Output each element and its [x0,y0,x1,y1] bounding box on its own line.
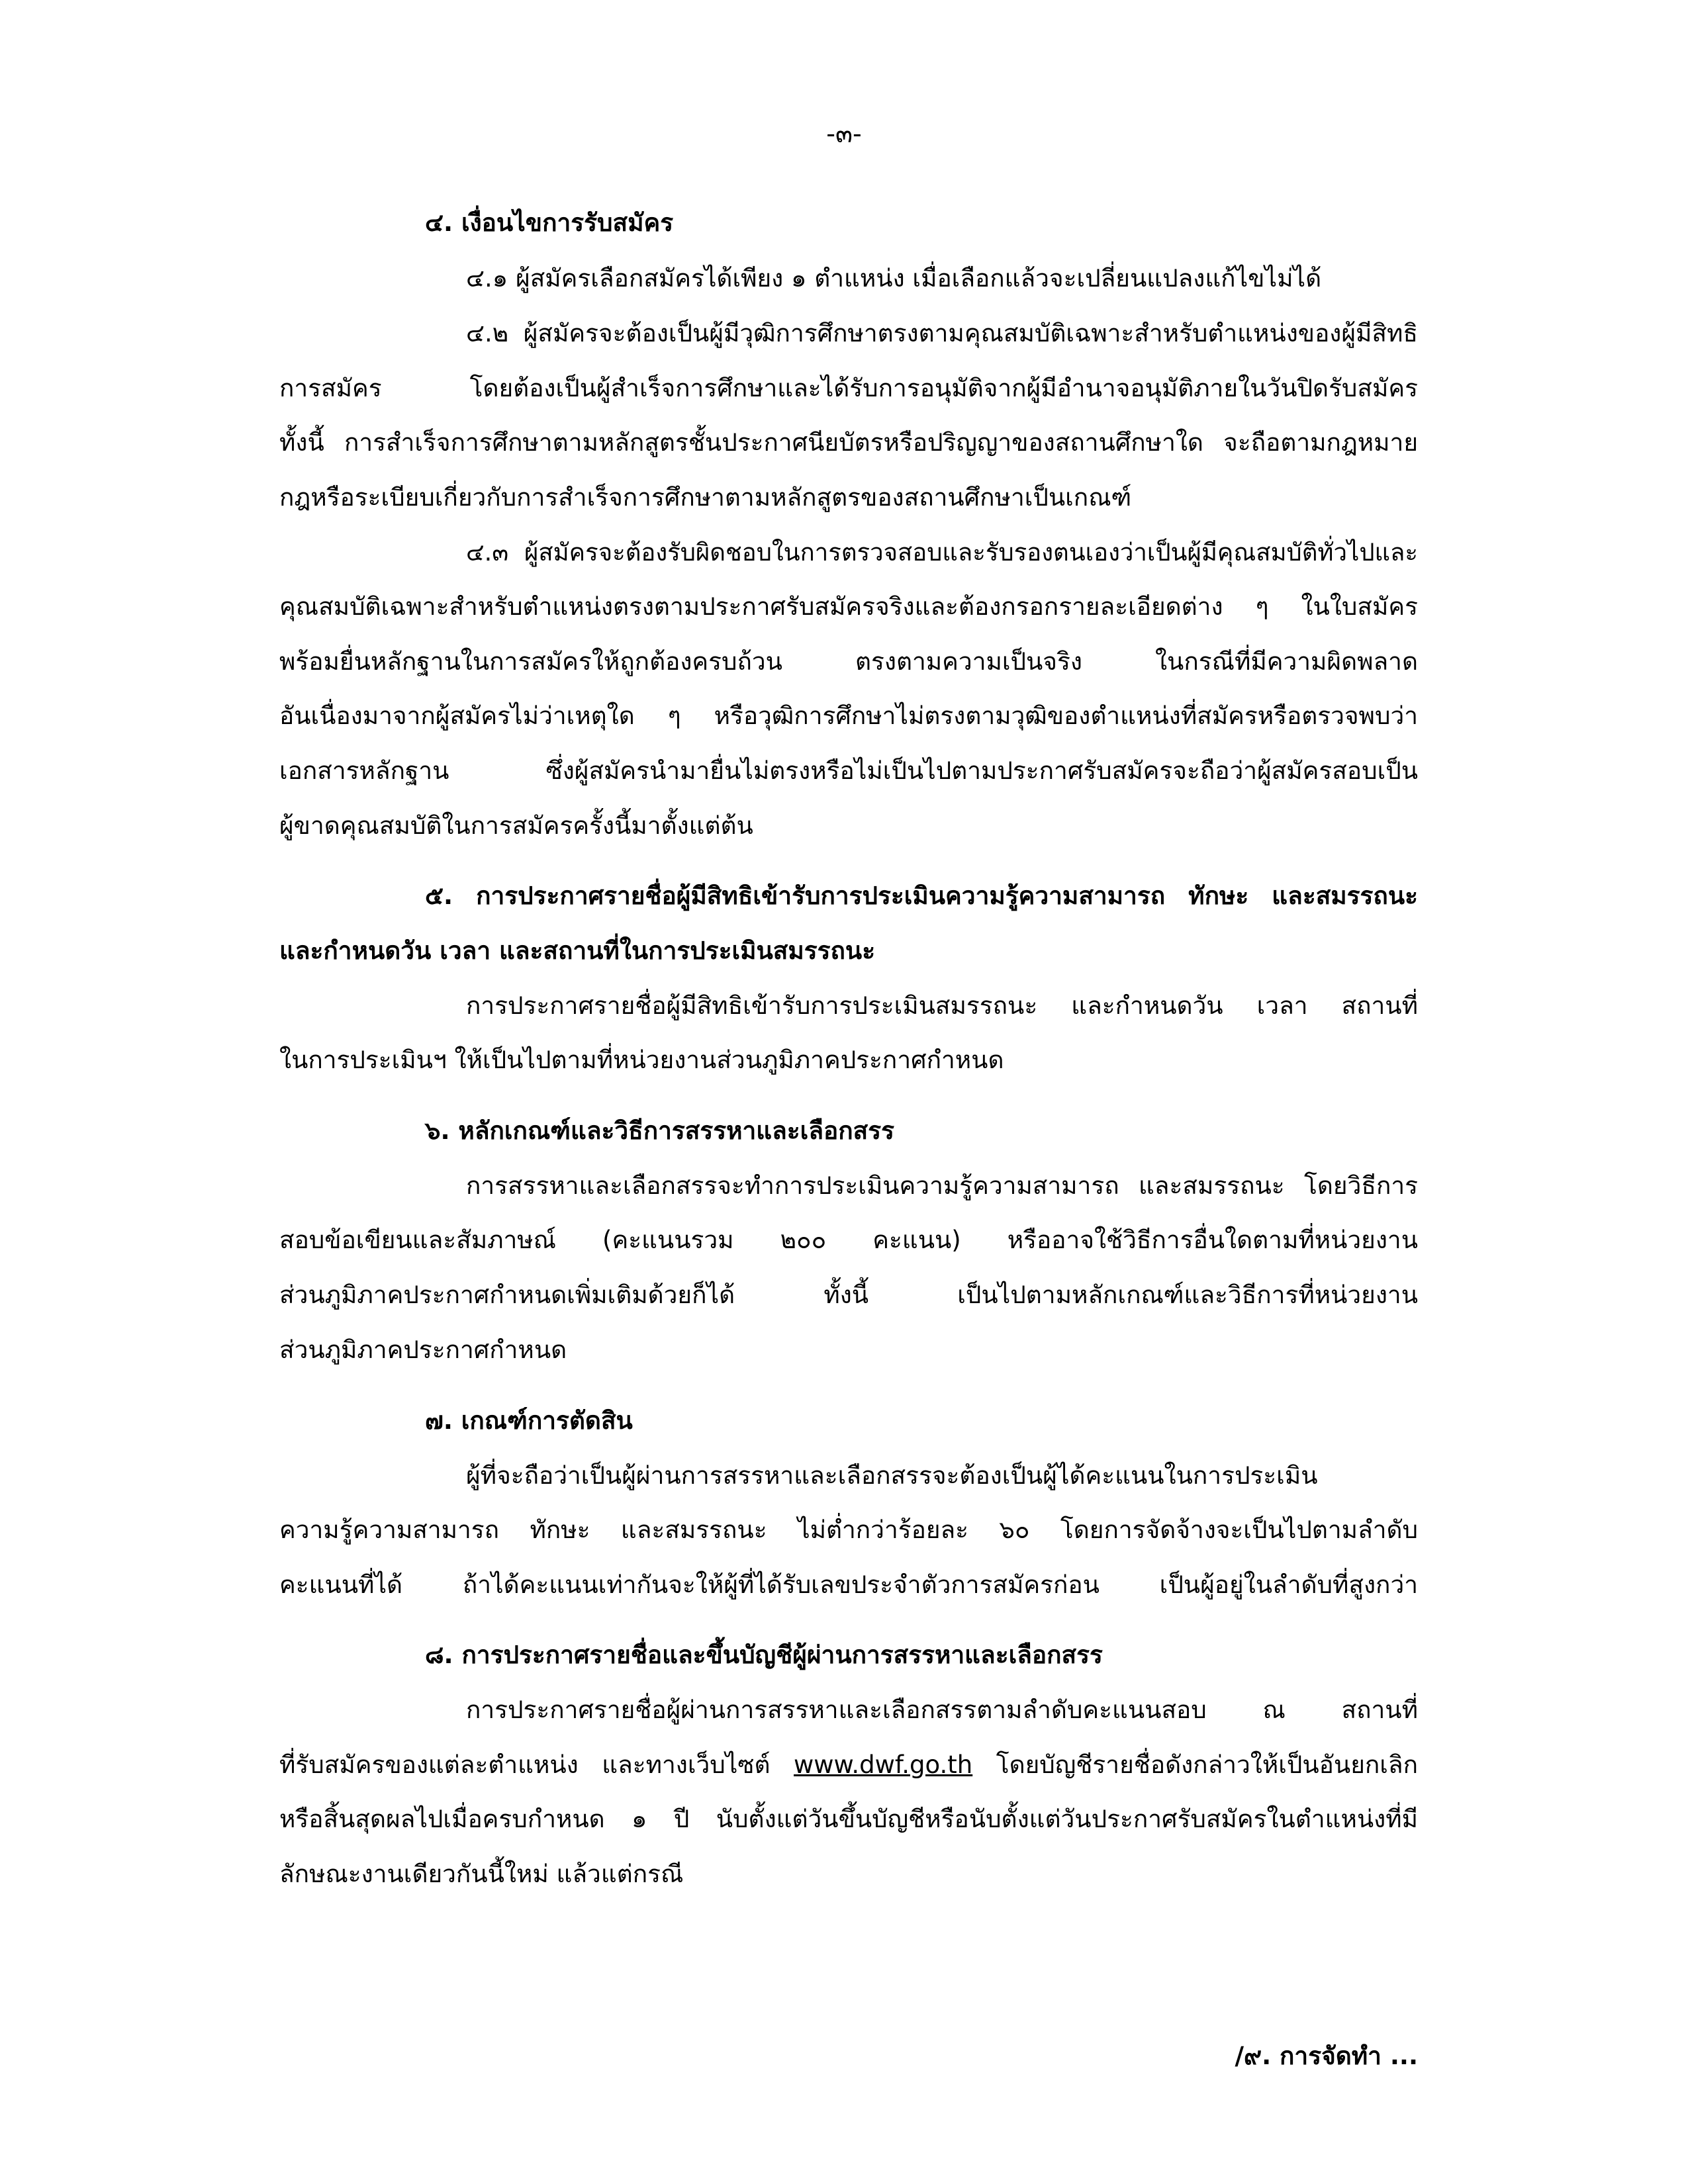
section-4-3-line-3: พร้อมยื่นหลักฐานในการสมัครให้ถูกต้องครบถ้วน ตรงตามความเป็นจริง ในกรณีที่มีความผิดพลาด [279,647,1418,676]
section-4-heading: ๔. เงื่อนไขการรับสมัคร [425,208,674,237]
section-4-1-text: ๔.๑ ผู้สมัครเลือกสมัครได้เพียง ๑ ตำแหน่ง เมื่อเลือกแล้วจะเปลี่ยนแปลงแก้ไขไม่ได้ [466,264,1322,293]
continuation-marker: /๙. การจัดทำ ... [1235,2042,1418,2070]
section-4-3-line-6: ผู้ขาดคุณสมบัติในการสมัครครั้งนี้มาตั้งแต่ต้น [279,811,753,840]
section-6-heading: ๖. หลักเกณฑ์และวิธีการสรรหาและเลือกสรร [425,1116,894,1145]
section-7-body-line-3: คะแนนที่ได้ ถ้าได้คะแนนเท่ากันจะให้ผู้ที่ได้รับเลขประจำตัวการสมัครก่อน เป็นผู้อยู่ในลำดับที่สูงกว่า [279,1570,1418,1599]
section-8-line-2-start: ที่รับสมัครของแต่ละตำแหน่ง และทางเว็บไซต์ [279,1751,794,1779]
section-8-line-2-end: โดยบัญชีรายชื่อดังกล่าวให้เป็นอันยกเลิก [972,1751,1419,1779]
section-7-body-line-2: ความรู้ความสามารถ ทักษะ และสมรรถนะ ไม่ต่ำกว่าร้อยละ ๖๐ โดยการจัดจ้างจะเป็นไปตามลำดับ [279,1516,1418,1544]
page-number: -๓- [826,119,862,148]
section-6-body-line-1: การสรรหาและเลือกสรรจะทำการประเมินความรู้ความสามารถ และสมรรถนะ โดยวิธีการ [466,1171,1418,1200]
section-4-2-line-3: ทั้งนี้ การสำเร็จการศึกษาตามหลักสูตรชั้นประกาศนียบัตรหรือปริญญาของสถานศึกษาใด จะถือตามกฎหมาย [279,428,1418,457]
section-4-3-line-4: อันเนื่องมาจากผู้สมัครไม่ว่าเหตุใด ๆ หรือวุฒิการศึกษาไม่ตรงตามวุฒิของตำแหน่งที่สมัครหรือตรวจพบว่า [279,702,1418,730]
section-4-3-line-2: คุณสมบัติเฉพาะสำหรับตำแหน่งตรงตามประกาศรับสมัครจริงและต้องกรอกรายละเอียดต่าง ๆ ในใบสมัคร [279,592,1418,621]
section-4-2-line-4: กฎหรือระเบียบเกี่ยวกับการสำเร็จการศึกษาตามหลักสูตรของสถานศึกษาเป็นเกณฑ์ [279,483,1132,512]
section-5-body-line-1: การประกาศรายชื่อผู้มีสิทธิเข้ารับการประเมินสมรรถนะ และกำหนดวัน เวลา สถานที่ [466,991,1418,1020]
section-5-heading-line-2: และกำหนดวัน เวลา และสถานที่ในการประเมินสมรรถนะ [279,936,876,965]
section-8-heading: ๘. การประกาศรายชื่อและขึ้นบัญชีผู้ผ่านการสรรหาและเลือกสรร [425,1641,1103,1669]
section-7-body-line-1: ผู้ที่จะถือว่าเป็นผู้ผ่านการสรรหาและเลือกสรรจะต้องเป็นผู้ได้คะแนนในการประเมิน [466,1461,1318,1490]
section-4-3-line-5: เอกสารหลักฐาน ซึ่งผู้สมัครนำมายื่นไม่ตรงหรือไม่เป็นไปตามประกาศรับสมัครจะถือว่าผู้สมัครสอบเป็น [279,756,1418,785]
website-link[interactable]: www.dwf.go.th [794,1751,973,1779]
section-7-heading: ๗. เกณฑ์การตัดสิน [425,1406,633,1435]
section-8-body-line-4: ลักษณะงานเดียวกันนี้ใหม่ แล้วแต่กรณี [279,1860,684,1888]
section-4-2-line-1: ๔.๒ ผู้สมัครจะต้องเป็นผู้มีวุฒิการศึกษาตรงตามคุณสมบัติเฉพาะสำหรับตำแหน่งของผู้มีสิทธิ [466,319,1418,347]
section-8-body-line-3: หรือสิ้นสุดผลไปเมื่อครบกำหนด ๑ ปี นับตั้งแต่วันขึ้นบัญชีหรือนับตั้งแต่วันประกาศรับสมัครในตำแหน่งที่มี [279,1805,1418,1833]
section-8-body-line-2 [279,1747,1418,1783]
section-5-body-line-2: ในการประเมินฯ ให้เป็นไปตามที่หน่วยงานส่วนภูมิภาคประกาศกำหนด [279,1046,1004,1074]
section-6-body-line-2: สอบข้อเขียนและสัมภาษณ์ (คะแนนรวม ๒๐๐ คะแนน) หรืออาจใช้วิธีการอื่นใดตามที่หน่วยงาน [279,1226,1418,1254]
section-6-body-line-3: ส่วนภูมิภาคประกาศกำหนดเพิ่มเติมด้วยก็ได้ ทั้งนี้ เป็นไปตามหลักเกณฑ์และวิธีการที่หน่วยงาน [279,1281,1418,1309]
section-8-body-line-1: การประกาศรายชื่อผู้ผ่านการสรรหาและเลือกสรรตามลำดับคะแนนสอบ ณ สถานที่ [466,1696,1418,1724]
section-5-heading-line-1: ๕. การประกาศรายชื่อผู้มีสิทธิเข้ารับการประเมินความรู้ความสามารถ ทักษะ และสมรรถนะ [425,882,1418,910]
section-4-3-line-1: ๔.๓ ผู้สมัครจะต้องรับผิดชอบในการตรวจสอบและรับรองตนเองว่าเป็นผู้มีคุณสมบัติทั่วไปและ [466,538,1418,567]
section-6-body-line-4: ส่วนภูมิภาคประกาศกำหนด [279,1336,567,1364]
section-4-2-line-2: การสมัคร โดยต้องเป็นผู้สำเร็จการศึกษาและได้รับการอนุมัติจากผู้มีอำนาจอนุมัติภายในวันปิดรับสมัคร [279,374,1418,402]
